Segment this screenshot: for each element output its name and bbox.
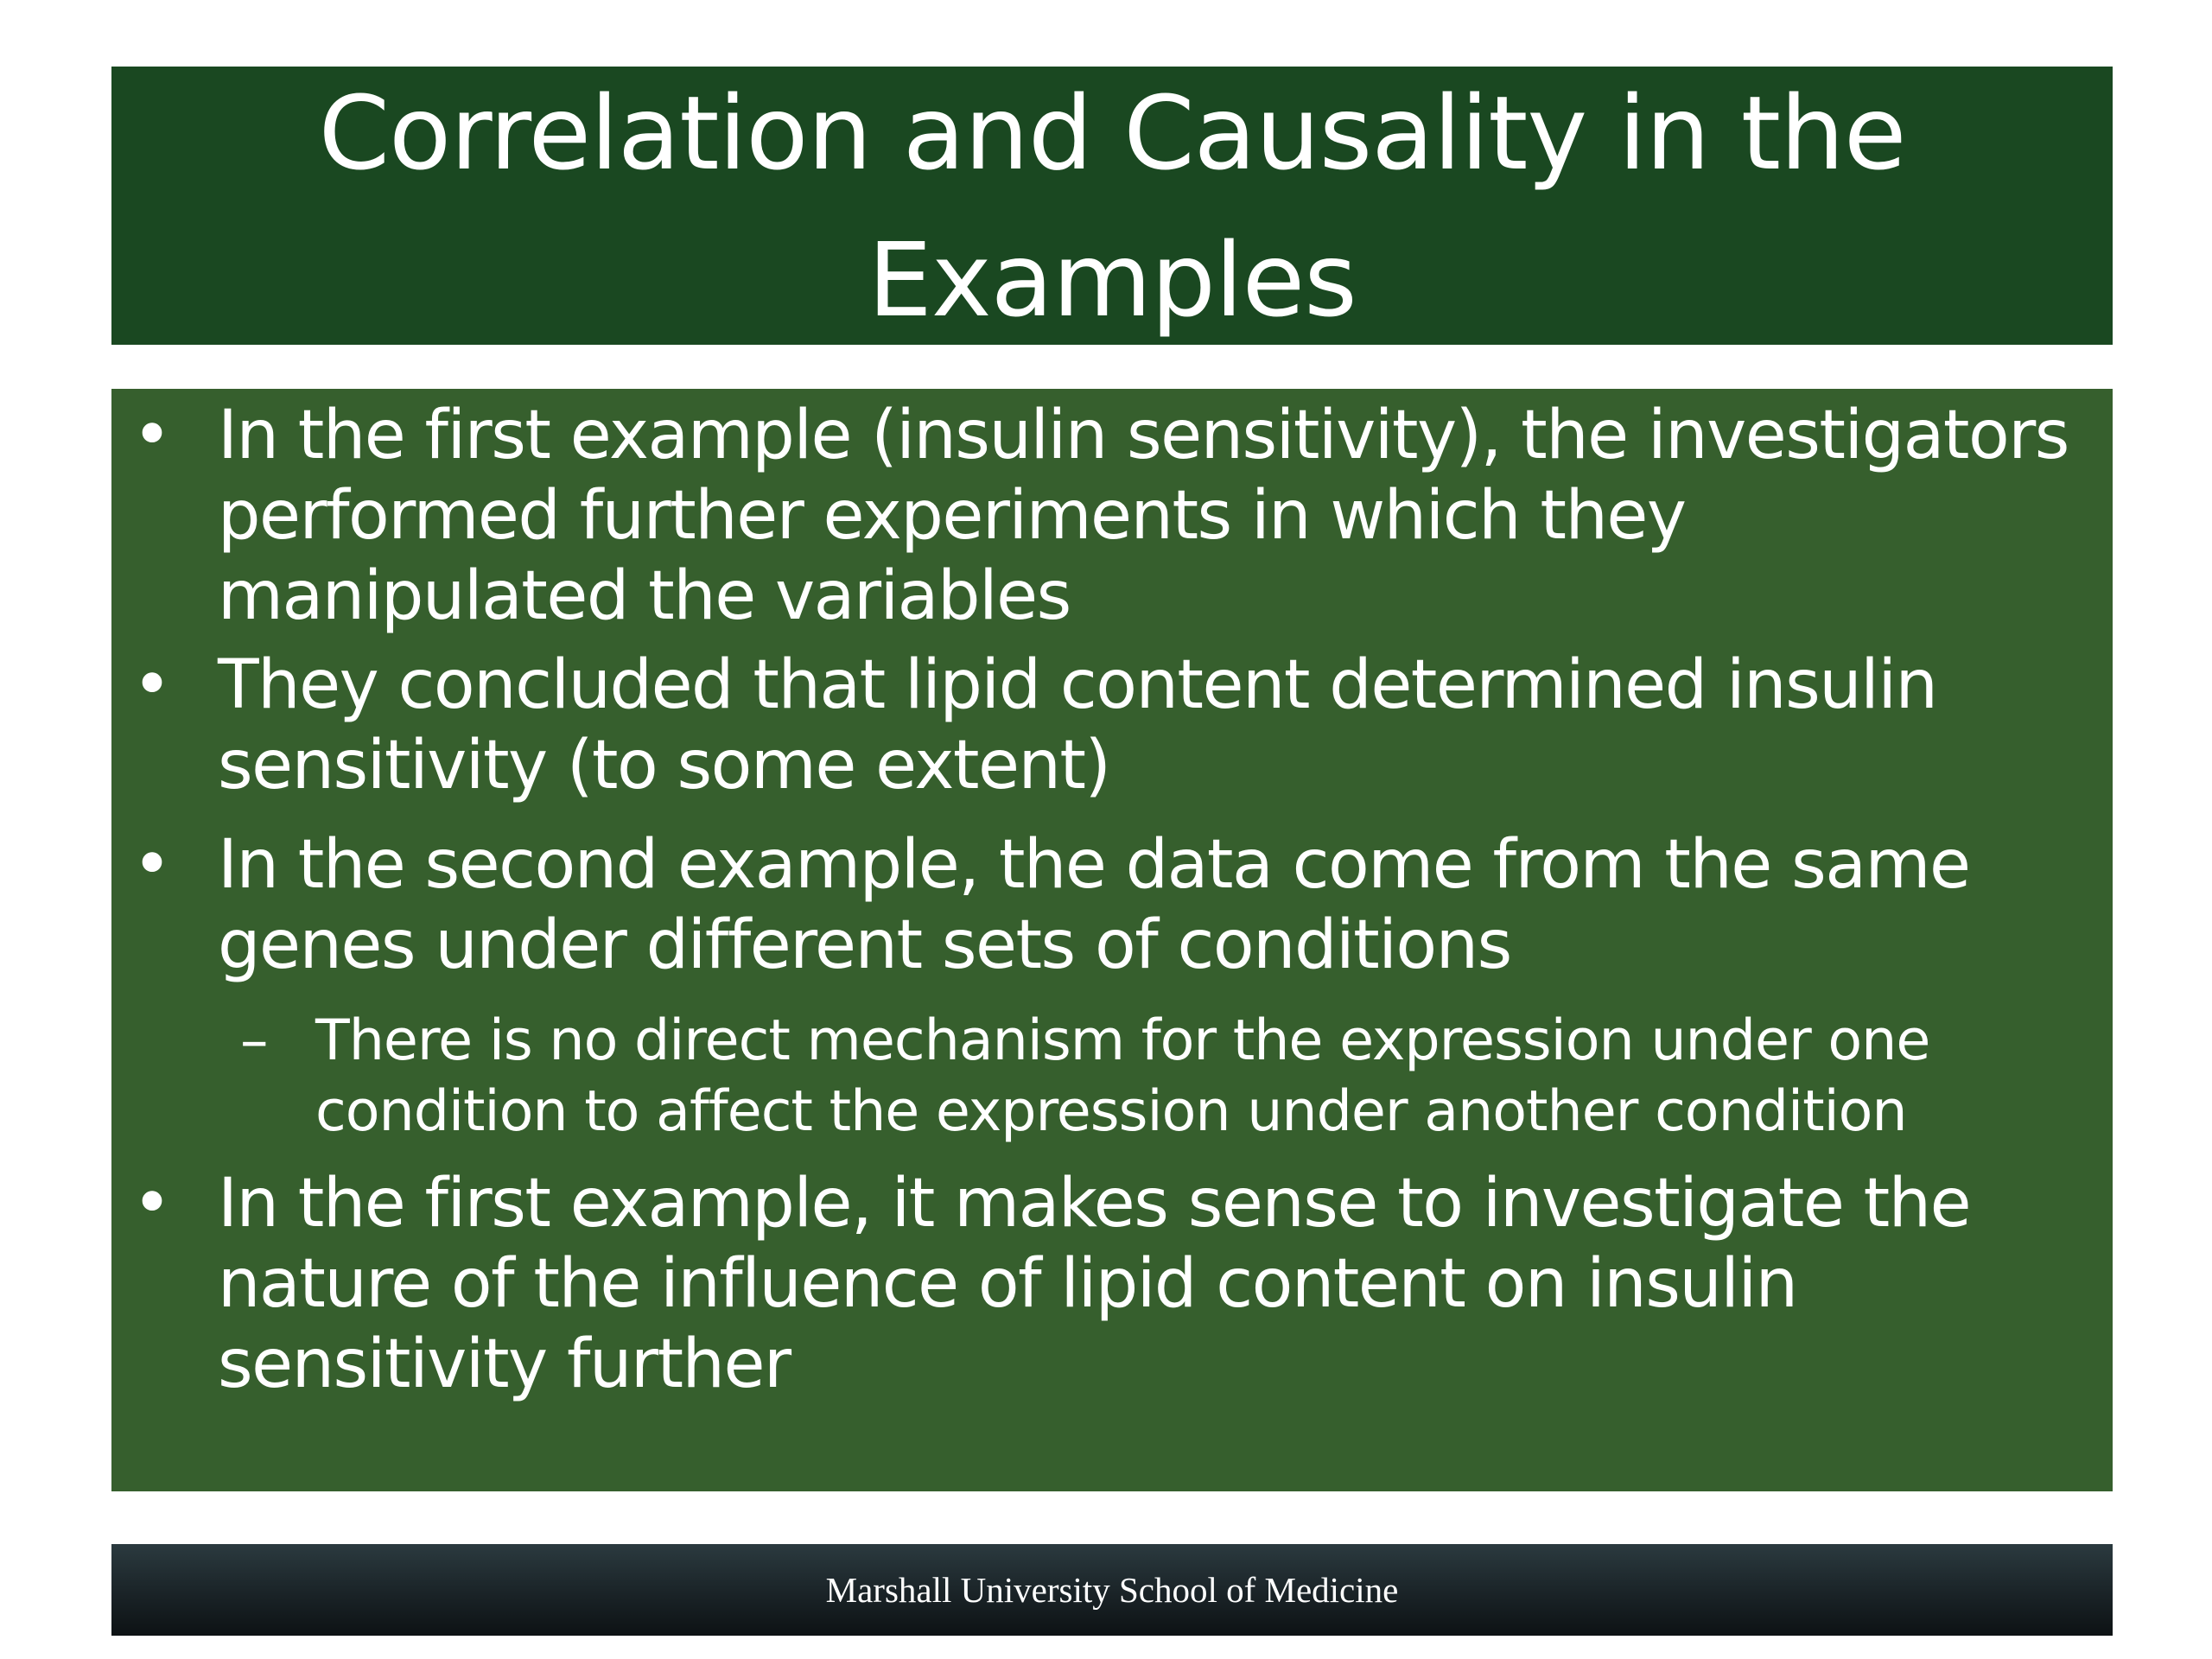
slide-title [319, 58, 1906, 353]
slide-footer [111, 1544, 2113, 1636]
bullet-item [111, 396, 2113, 637]
bullet-dot-icon: • [132, 826, 171, 904]
slide-title-line-1: Correlation and Causality in the [318, 73, 1906, 193]
bullet-item [111, 1164, 2113, 1405]
bullet-dot-icon: • [132, 646, 171, 724]
slide-content-box [111, 389, 2113, 1491]
slide-title-box [111, 67, 2113, 345]
bullet-dot-icon: • [132, 397, 171, 474]
sub-bullet-item [111, 1006, 2113, 1147]
bullet-text: In the second example, the data come from the same genes under different sets of conditions [218, 826, 1970, 984]
dash-icon: – [240, 1008, 268, 1073]
bullet-dot-icon: • [132, 1165, 171, 1243]
footer-institution-name: Marshall University School of Medicine [825, 1570, 1399, 1610]
bullet-text: They concluded that lipid content determined insulin sensitivity (to some extent) [218, 646, 1937, 804]
bullet-text: In the first example (insulin sensitivity), the investigators performed further experiments in which they manipulated the variables [218, 397, 2069, 635]
bullet-item [111, 825, 2113, 986]
slide-title-line-2: Examples [868, 220, 1357, 340]
sub-bullet-text: There is no direct mechanism for the expression under one condition to affect the expression under another condition [315, 1008, 1930, 1144]
bullet-item [111, 645, 2113, 806]
bullet-text: In the first example, it makes sense to investigate the nature of the influence of lipid content on insulin sensitivity further [218, 1165, 1971, 1403]
